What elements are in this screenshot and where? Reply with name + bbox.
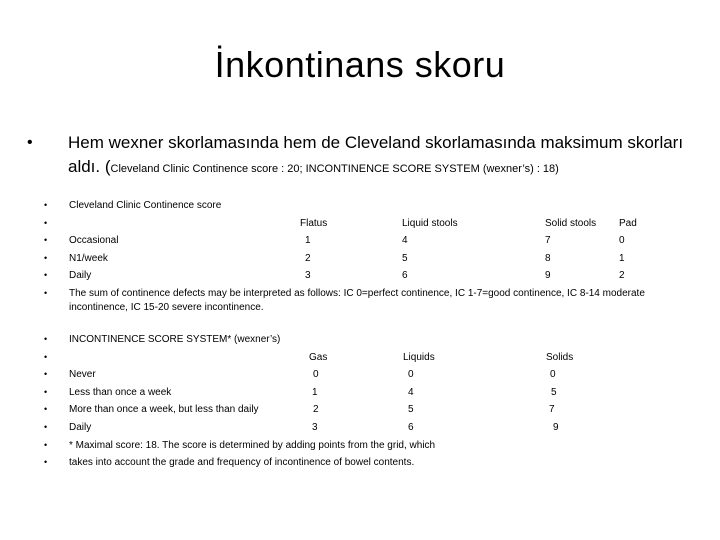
table-row — [69, 250, 709, 268]
cell-value: 4 — [402, 235, 408, 247]
cleveland-title: Cleveland Clinic Continence score — [69, 200, 222, 211]
cleveland-note: The sum of continence defects may be interpreted as follows: IC 0=perfect continence, IC 1-7=good continence, IC 8-14 moderate incontinence, IC 15-20 severe incontinence. — [69, 287, 645, 313]
cell-value: 7 — [549, 404, 555, 416]
cell-value: 5 — [402, 252, 408, 264]
wexner-note-2: takes into account the grade and frequency of incontinence of bowel contents. — [69, 457, 415, 469]
cell-value: 1 — [619, 252, 625, 264]
header-gas: Gas — [309, 351, 328, 363]
cell-value: 8 — [545, 252, 551, 264]
header-flatus: Flatus — [300, 217, 328, 229]
bullet: • — [44, 217, 48, 228]
table-row — [69, 232, 709, 250]
cell-value: 5 — [551, 386, 557, 398]
header-solid-stools: Solid stools — [545, 217, 597, 229]
table-row — [69, 384, 709, 402]
header-liquid-stools: Liquid stools — [402, 217, 458, 229]
cleveland-bullets — [44, 197, 47, 303]
wexner-note-1: * Maximal score: 18. The score is determined by adding points from the grid, which — [69, 439, 436, 451]
cell-value: 0 — [619, 235, 625, 247]
row-label: Occasional — [69, 235, 119, 247]
cell-value: 3 — [312, 421, 318, 433]
table-row — [69, 366, 709, 384]
row-label: Daily — [69, 421, 92, 433]
bullet: • — [44, 270, 48, 281]
table-row — [69, 267, 709, 285]
row-label: N1/week — [69, 252, 108, 264]
slide-title: İnkontinans skoru — [214, 44, 506, 85]
wexner-table — [69, 331, 709, 472]
cleveland-title-row — [69, 197, 709, 215]
cell-value: 2 — [305, 252, 311, 264]
cell-value: 3 — [305, 270, 311, 282]
cell-value: 0 — [550, 369, 556, 381]
cell-value: 0 — [313, 369, 319, 381]
header-solids: Solids — [546, 351, 574, 363]
main-bullet: • — [27, 134, 33, 151]
bullet: • — [44, 200, 48, 210]
cell-value: 7 — [545, 235, 551, 247]
cell-value: 6 — [408, 421, 414, 433]
bullet: • — [44, 235, 48, 246]
wexner-note-line-1 — [69, 437, 709, 455]
bullet: • — [44, 334, 48, 344]
cell-value: 0 — [408, 369, 414, 381]
cell-value: 4 — [408, 386, 414, 398]
row-label: Daily — [69, 270, 92, 282]
bullet: • — [44, 404, 48, 415]
bullet: • — [44, 439, 48, 450]
cleveland-table — [69, 197, 709, 315]
intro-detail: Cleveland Clinic Continence score : 20; INCONTINENCE SCORE SYSTEM (wexner’s) : 18) — [110, 163, 559, 175]
bullet: • — [44, 287, 48, 298]
row-label: Less than once a week — [69, 386, 172, 398]
wexner-note-line-2 — [69, 454, 709, 472]
bullet: • — [44, 386, 48, 397]
cell-value: 1 — [312, 386, 318, 398]
table-row — [69, 419, 709, 437]
cell-value: 2 — [619, 270, 625, 282]
cell-value: 5 — [408, 404, 414, 416]
cell-value: 2 — [313, 404, 319, 416]
row-label: More than once a week, but less than daily — [69, 404, 259, 416]
wexner-bullets — [44, 331, 47, 472]
bullet: • — [44, 351, 48, 362]
intro-text — [68, 131, 708, 181]
intro-main: Hem wexner skorlamasında hem de Cleveland skorlamasında maksimum skorları aldı. ( — [68, 133, 684, 176]
cell-value: 6 — [402, 270, 408, 282]
bullet: • — [44, 252, 48, 263]
header-pad: Pad — [619, 217, 637, 229]
cell-value: 9 — [553, 421, 559, 433]
bullet: • — [44, 421, 48, 432]
row-label: Never — [69, 369, 96, 381]
header-liquids: Liquids — [403, 351, 435, 363]
bullet: • — [44, 369, 48, 380]
wexner-title: INCONTINENCE SCORE SYSTEM* (wexner’s) — [69, 334, 281, 345]
wexner-header-row — [69, 349, 709, 367]
cleveland-header-row — [69, 215, 709, 233]
bullet: • — [44, 457, 48, 468]
cell-value: 9 — [545, 270, 551, 282]
wexner-title-row — [69, 331, 709, 349]
cell-value: 1 — [305, 235, 311, 247]
table-row — [69, 401, 709, 419]
